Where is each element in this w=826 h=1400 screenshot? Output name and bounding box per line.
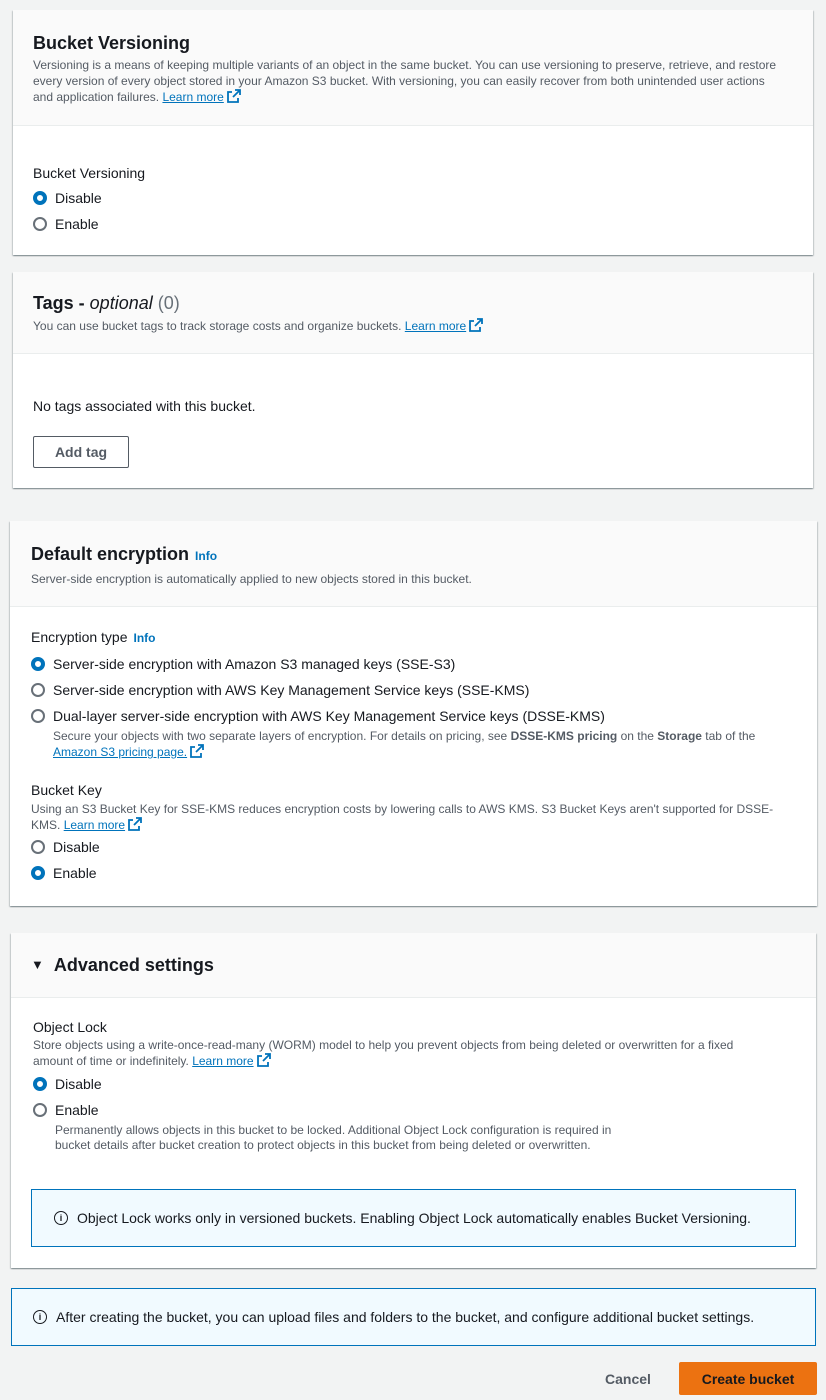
create-bucket-button[interactable]: Create bucket (679, 1362, 817, 1395)
radio-checked-icon[interactable] (33, 191, 47, 205)
tags-header (13, 272, 813, 354)
caret-down-icon[interactable]: ▼ (31, 957, 44, 972)
bucket-key-label: Bucket Key (31, 782, 102, 798)
sse-s3-option[interactable]: Server-side encryption with Amazon S3 managed keys (SSE-S3) (31, 651, 796, 677)
tags-title: Tags - optional (0) (33, 293, 180, 313)
bucket-key-disable-option[interactable]: Disable (31, 834, 796, 860)
radio-unchecked-icon[interactable] (31, 709, 45, 723)
bucket-versioning-field-label: Bucket Versioning (33, 165, 146, 181)
radio-unchecked-icon[interactable] (31, 840, 45, 854)
default-encryption-header (10, 521, 817, 607)
tags-count: (0) (157, 293, 180, 313)
object-lock-description: Store objects using a write-once-read-many (WORM) model to help you prevent objects from being deleted or overwritten for a fixed amount of time or indefinitely. Learn more (33, 1038, 734, 1068)
tags-panel (13, 272, 813, 488)
radio-checked-icon[interactable] (33, 1077, 47, 1091)
object-lock-disable-option[interactable]: Disable (33, 1071, 794, 1097)
add-tag-button[interactable]: Add tag (33, 436, 129, 468)
bucket-key-description: Using an S3 Bucket Key for SSE-KMS reduces encryption costs by lowering calls to AWS KMS. S3 Bucket Keys aren't supported for DSSE-KMS. Learn more (31, 802, 774, 832)
learn-more-link[interactable]: Learn more (192, 1054, 254, 1068)
advanced-settings-panel (11, 933, 816, 1268)
no-tags-text: No tags associated with this bucket. (33, 398, 256, 414)
external-link-icon[interactable] (190, 744, 204, 758)
external-link-icon[interactable] (257, 1053, 271, 1067)
info-link[interactable]: Info (195, 549, 218, 563)
learn-more-link[interactable]: Learn more (63, 818, 126, 832)
default-encryption-title: Default encryption Info (31, 544, 218, 564)
external-link-icon[interactable] (128, 817, 142, 831)
radio-unchecked-icon[interactable] (31, 683, 45, 697)
learn-more-link[interactable]: Learn more (404, 319, 467, 333)
bucket-key-enable-option[interactable]: Enable (31, 860, 796, 886)
info-icon: i (33, 1310, 47, 1324)
learn-more-link[interactable]: Learn more (162, 90, 224, 104)
radio-unchecked-icon[interactable] (33, 217, 47, 231)
default-encryption-panel (10, 521, 817, 906)
radio-checked-icon[interactable] (31, 866, 45, 880)
encryption-type-label: Encryption type Info (31, 629, 156, 645)
s3-pricing-link[interactable]: Amazon S3 pricing page. (53, 745, 188, 759)
cancel-button[interactable]: Cancel (590, 1363, 666, 1395)
bucket-versioning-panel (13, 10, 813, 255)
bucket-versioning-header (13, 10, 813, 126)
bucket-versioning-description: Versioning is a means of keeping multiple variants of an object in the same bucket. You can use versioning to preserve, retrieve, and restore every version of every object stored in your Amazon S3 bucket. With versioning, you can easily recover from both unintended user actions and application failures. Learn more (33, 58, 777, 104)
bucket-versioning-title: Bucket Versioning (33, 33, 191, 53)
advanced-settings-header[interactable] (11, 933, 816, 998)
external-link-icon[interactable] (227, 89, 241, 103)
radio-unchecked-icon[interactable] (33, 1103, 47, 1117)
dsse-kms-description: Secure your objects with two separate layers of encryption. For details on pricing, see DSSE-KMS pricing on the Storage tab of the Amazon S3 pricing page. (53, 729, 756, 759)
advanced-settings-title[interactable]: Advanced settings (53, 955, 214, 975)
default-encryption-description: Server-side encryption is automatically applied to new objects stored in this bucket. (31, 572, 472, 586)
versioning-enable-option[interactable]: Enable (33, 211, 793, 237)
object-lock-label: Object Lock (33, 1019, 107, 1035)
versioning-disable-option[interactable]: Disable (33, 185, 793, 211)
external-link-icon[interactable] (469, 318, 483, 332)
info-link[interactable]: Info (133, 631, 156, 645)
object-lock-enable-description: Permanently allows objects in this bucket to be locked. Additional Object Lock configuration is required in bucket details after bucket creation to protect objects in this bucket from being deleted or overwritten. (55, 1123, 612, 1152)
tags-description: You can use bucket tags to track storage costs and organize buckets. Learn more (33, 318, 793, 334)
object-lock-enable-option[interactable]: Enable (33, 1097, 794, 1123)
create-bucket-info-alert: i After creating the bucket, you can upload files and folders to the bucket, and configure additional bucket settings. (11, 1288, 816, 1346)
radio-checked-icon[interactable] (31, 657, 45, 671)
object-lock-alert: i Object Lock works only in versioned buckets. Enabling Object Lock automatically enables Bucket Versioning. (31, 1189, 796, 1247)
info-icon: i (54, 1211, 68, 1225)
dsse-kms-option[interactable]: Dual-layer server-side encryption with AWS Key Management Service keys (DSSE-KMS) (31, 703, 796, 729)
sse-kms-option[interactable]: Server-side encryption with AWS Key Management Service keys (SSE-KMS) (31, 677, 796, 703)
